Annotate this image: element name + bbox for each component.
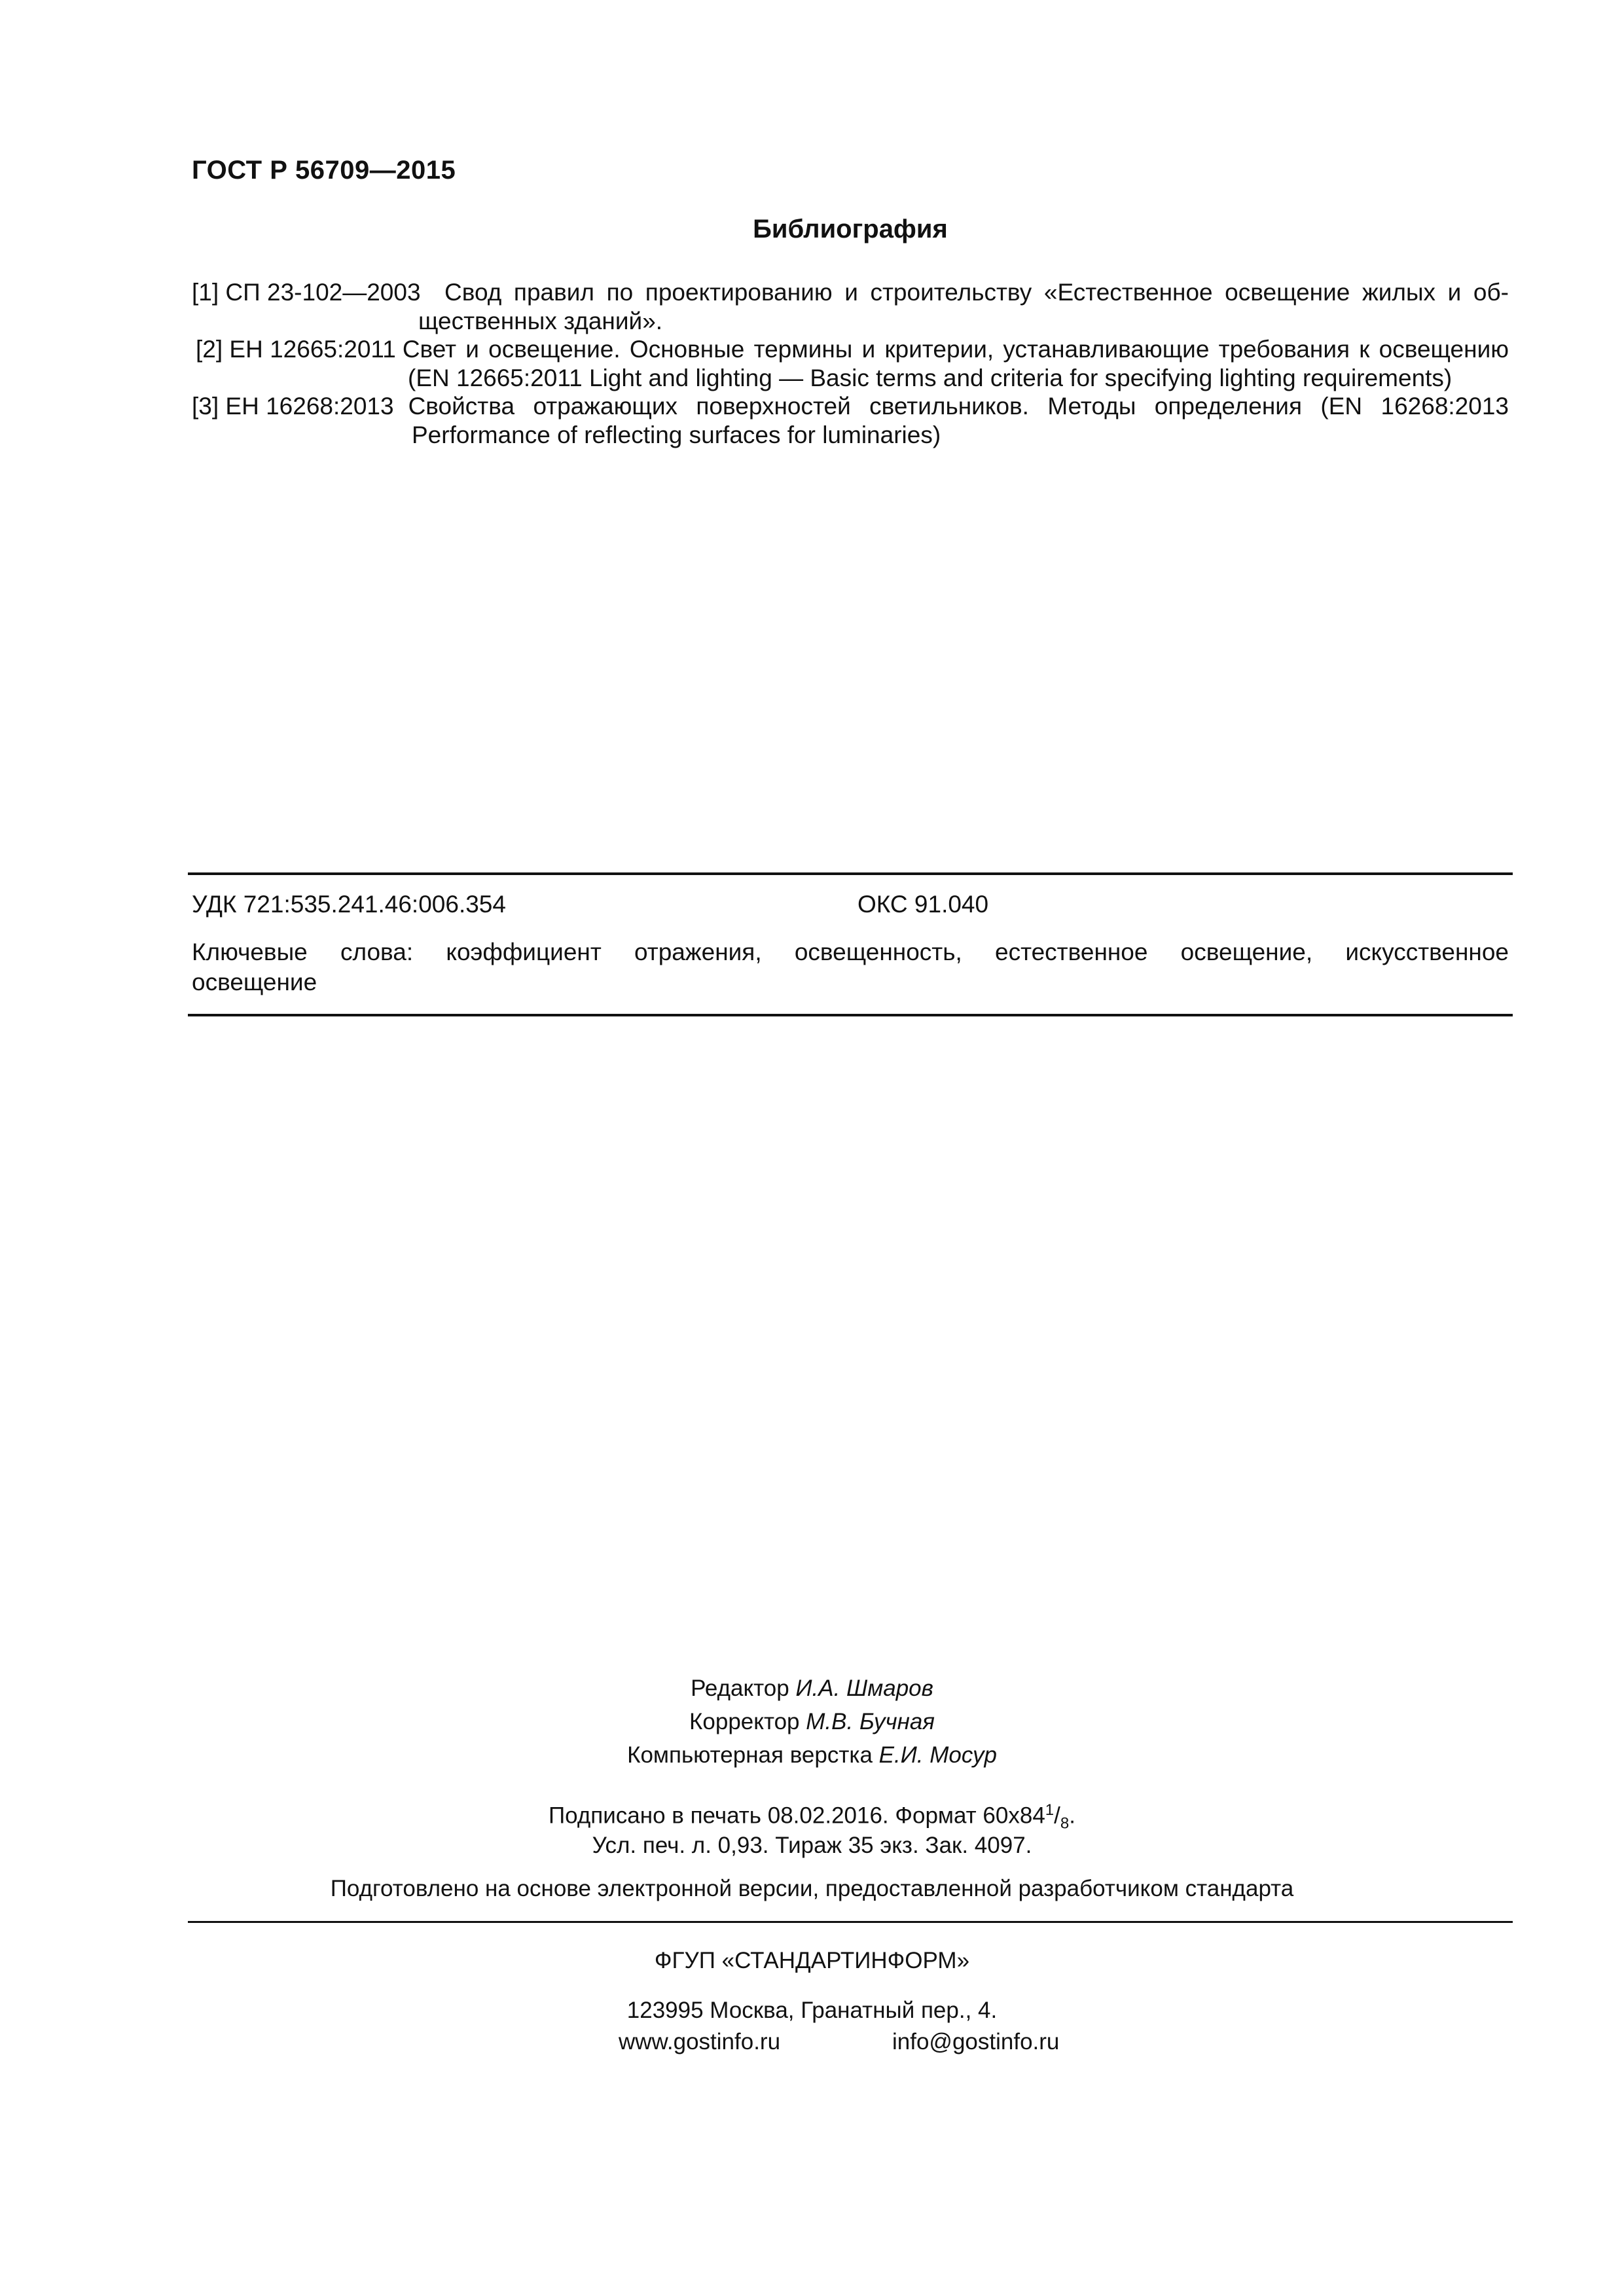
bibliography-item-3 [192, 392, 1509, 450]
keywords-line: освещение [192, 969, 317, 996]
document-header: ГОСТ Р 56709—2015 [192, 156, 456, 185]
website-link[interactable]: www.gostinfo.ru [619, 2029, 781, 2054]
divider-top [188, 872, 1513, 875]
divider-middle [188, 1014, 1513, 1016]
format-sub: 8 [1060, 1814, 1070, 1833]
divider-bottom [188, 1921, 1513, 1923]
bibliography-title: Библиография [753, 215, 948, 243]
publisher: ФГУП «СТАНДАРТИНФОРМ» [654, 1948, 970, 1973]
editor-name: И.А. Шмаров [795, 1676, 933, 1701]
bibliography-text-line: щественных зданий». [418, 308, 663, 334]
format-sup: 1 [1045, 1801, 1055, 1819]
layout-name: Е.И. Мосур [878, 1742, 997, 1768]
bibliography-text [396, 335, 1509, 364]
prepared-line: Подготовлено на основе электронной версии, предоставленной разработчиком стандарта [330, 1876, 1294, 1901]
editor-line [0, 1676, 1624, 1702]
editor-label: Редактор [691, 1676, 789, 1701]
bibliography-item-2 [192, 335, 1509, 393]
bibliography-item-1 [192, 278, 1509, 336]
email-link[interactable]: info@gostinfo.ru [892, 2029, 1060, 2054]
publisher-address: 123995 Москва, Гранатный пер., 4. [626, 1998, 998, 2023]
bibliography-text-line: Свойства отражающих поверхностей светильников. Методы определения (EN 16268:2013 [408, 393, 1509, 420]
layout-label: Компьютерная верстка [627, 1742, 873, 1768]
signed-line: Подписано в печать 08.02.2016. Формат $60x84^1/_8$. [549, 1801, 1075, 1833]
signed-text: Подписано в печать 08.02.2016. Формат 60x84 [549, 1803, 1045, 1829]
bibliography-text-line: Свет и освещение. Основные термины и критерии, устанавливающие требования к освещению [402, 336, 1509, 363]
udk-code: УДК 721:535.241.46:006.354 [192, 891, 506, 918]
bibliography-text-line: Performance of reflecting surfaces for luminaries) [412, 422, 941, 448]
corrector-name: М.В. Бучная [806, 1709, 935, 1734]
bibliography-text-line: (EN 12665:2011 Light and lighting — Basic terms and criteria for specifying lighting requirements) [408, 365, 1453, 391]
corrector-line [0, 1709, 1624, 1735]
bibliography-text-line: Свод правил по проектированию и строительству «Естественное освещение жилых и об- [444, 279, 1509, 306]
keywords-line: Ключевые слова: коэффициент отражения, освещенность, естественное освещение, искусственное [192, 939, 1509, 965]
bibliography-text [435, 278, 1509, 307]
bibliography-ref: [1] СП 23-102—2003 [192, 279, 421, 306]
layout-line [0, 1742, 1624, 1768]
bibliography-text [394, 392, 1509, 421]
print-line: Усл. печ. л. 0,93. Тираж 35 экз. Зак. 4097. [592, 1833, 1032, 1858]
oks-code: ОКС 91.040 [857, 891, 989, 918]
bibliography-ref: [3] ЕН 16268:2013 [192, 393, 394, 420]
bibliography-ref: [2] ЕН 12665:2011 [196, 336, 396, 363]
keywords [192, 937, 1509, 997]
corrector-label: Корректор [689, 1709, 800, 1734]
